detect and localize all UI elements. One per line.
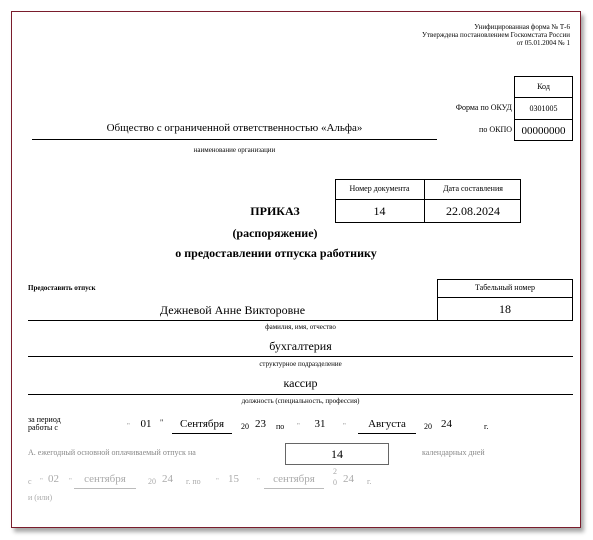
full-name-underline: [28, 320, 437, 321]
period-label-line1: за период: [28, 415, 61, 424]
period-to-word: по: [276, 422, 285, 431]
leave-to-day: 15: [228, 473, 239, 485]
leave-to-month-underline: [264, 488, 324, 489]
form-header-line1: Унифицированная форма № Т-6: [474, 23, 570, 31]
leave-or-text: и (или): [28, 493, 53, 502]
title-purpose: о предоставлении отпуска работнику: [175, 246, 377, 260]
position: кассир: [283, 376, 318, 390]
title-subtitle: (распоряжение): [232, 226, 318, 240]
department-caption: структурное подразделение: [259, 360, 342, 368]
period-quote-open: ": [127, 422, 130, 430]
doc-date-header: Дата составления: [443, 184, 503, 193]
position-underline: [28, 394, 573, 395]
period-to-day: 31: [314, 418, 326, 430]
period-label-line2: работы с: [28, 423, 58, 432]
leave-from-month: сентября: [84, 473, 126, 485]
leave-a-label: А. ежегодный основной оплачиваемый отпуск на: [28, 448, 196, 457]
tab-number-header: Табельный номер: [474, 283, 536, 292]
organization-underline: [32, 139, 437, 140]
leave-from-day: 02: [48, 473, 59, 485]
period-from-day: 01: [140, 418, 152, 430]
employee-full-name: Дежневой Анне Викторовне: [159, 303, 306, 317]
period-to-month-underline: [358, 433, 416, 434]
leave-a-days-suffix: календарных дней: [422, 448, 485, 457]
form-header-line3: от 05.01.2004 № 1: [516, 39, 570, 47]
form-sheet: [11, 11, 581, 528]
leave-to-year: 24: [343, 473, 354, 485]
leave-to-suffix: г.: [367, 477, 372, 486]
department-underline: [28, 356, 573, 357]
codes-header: Код: [537, 81, 550, 91]
leave-to-quote-close: ": [257, 477, 260, 485]
organization-caption: наименование организации: [193, 146, 276, 154]
title-order: ПРИКАЗ: [250, 204, 300, 218]
leave-to-century-bottom: 0: [333, 478, 337, 487]
period-from-month: Сентября: [179, 418, 225, 430]
leave-from-prefix: с: [28, 477, 32, 486]
department: бухгалтерия: [269, 339, 332, 353]
leave-quote-close: ": [69, 477, 72, 485]
position-caption: должность (специальность, профессия): [241, 397, 360, 405]
leave-from-month-underline: [74, 488, 136, 489]
leave-to-century-top: 2: [333, 467, 337, 476]
doc-number-header: Номер документа: [349, 184, 410, 193]
period-to-quote-open: ": [297, 422, 300, 430]
full-name-caption: фамилия, имя, отчество: [265, 323, 336, 331]
period-to-century: 20: [424, 422, 432, 431]
tab-number: 18: [499, 302, 511, 316]
period-from-month-underline: [172, 433, 232, 434]
okpo-label: по ОКПО: [479, 125, 512, 134]
leave-from-century: 20: [148, 477, 156, 486]
leave-a-days: 14: [331, 446, 343, 461]
period-to-month: Августа: [368, 418, 406, 430]
doc-number: 14: [373, 204, 386, 218]
okpo-value: 00000000: [521, 124, 566, 137]
leave-from-year: 24: [162, 473, 173, 485]
doc-date: 22.08.2024: [446, 204, 500, 218]
form-header-line2: Утверждена постановлением Госкомстата России: [422, 31, 570, 39]
leave-quote-open: ": [40, 477, 43, 485]
period-from-year: 23: [255, 418, 266, 430]
form-header: [312, 23, 570, 47]
period-year-suffix: г.: [484, 422, 489, 431]
period-to-year: 24: [441, 418, 452, 430]
period-from-century: 20: [241, 422, 249, 431]
okud-label: Форма по ОКУД: [455, 103, 512, 112]
period-to-quote-close: ": [343, 422, 346, 430]
leave-to-quote-open: ": [216, 477, 219, 485]
leave-to-month: сентября: [273, 473, 315, 485]
period-quote-close: ": [160, 418, 164, 427]
grant-label: Предоставить отпуск: [28, 284, 96, 292]
okud-value: 0301005: [529, 103, 558, 113]
period-label: [28, 416, 61, 432]
leave-from-suffix: г. по: [186, 477, 201, 486]
organization-name: Общество с ограниченной ответственностью «Альфа»: [106, 122, 363, 134]
